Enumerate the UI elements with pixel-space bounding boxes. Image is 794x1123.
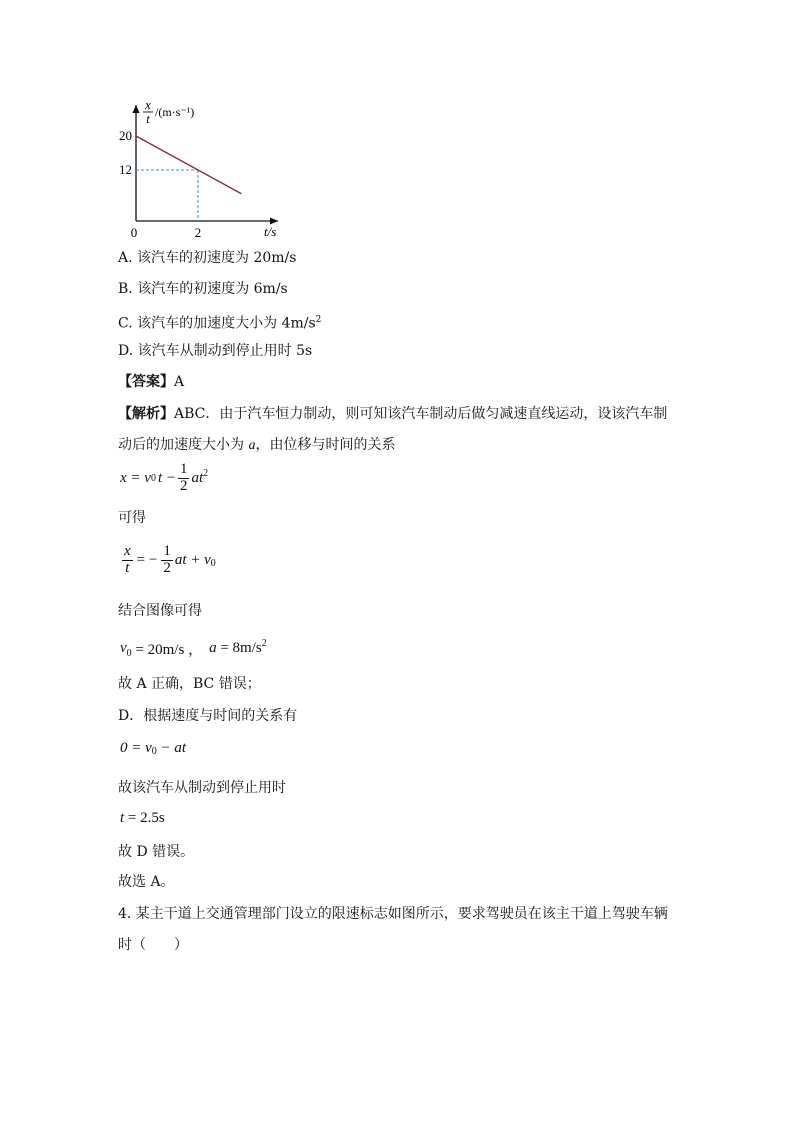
eq5-t: t	[120, 810, 125, 826]
text-final-content: 故选 A。	[118, 874, 175, 890]
eq2-frac2-num: 1	[163, 543, 171, 559]
analysis-label: 【解析】	[118, 406, 174, 422]
question-4-line-1	[118, 904, 668, 924]
option-d-text: D. 该汽车从制动到停止用时 5s	[118, 343, 313, 359]
eq1-sub: 0	[150, 472, 156, 484]
analysis-line-1	[118, 404, 667, 424]
eq1-frac-num: 1	[179, 461, 188, 477]
text-conclusion-2-content: 故 D 错误。	[118, 844, 195, 860]
xt-t-graph	[112, 95, 292, 245]
text-kede	[118, 508, 146, 528]
eq2-fraction-xt	[122, 544, 133, 577]
series-line-0	[136, 136, 241, 194]
y-tick-label-12: 12	[119, 162, 132, 177]
option-a-text: A. 该汽车的初速度为 20m/s	[118, 250, 297, 266]
eq3-v: v	[120, 640, 127, 656]
eq3-a: a	[209, 640, 217, 656]
equation-velocity	[120, 740, 186, 757]
question-4-text-1: 4. 某主干道上交通管理部门设立的限速标志如图所示，要求驾驶员在该主干道上驾驶车辆	[118, 906, 668, 922]
equation-results	[120, 638, 267, 659]
text-conclusion-2	[118, 842, 194, 862]
equation-time	[120, 810, 165, 827]
eq2-eq: = −	[136, 551, 158, 568]
equation-ratio	[120, 544, 216, 577]
eq1-frac-den: 2	[179, 477, 188, 494]
answer-value: A	[174, 374, 185, 390]
y-label-unit: /(m·s⁻¹)	[155, 105, 195, 119]
y-label-denominator: t	[146, 111, 150, 126]
option-b	[118, 279, 288, 299]
answer-label: 【答案】	[118, 374, 174, 390]
eq3-sub: 0	[126, 648, 132, 659]
y-tick-label-20: 20	[119, 128, 132, 143]
option-b-text: B. 该汽车的初速度为 6m/s	[118, 281, 288, 297]
analysis-line-2	[118, 435, 395, 456]
eq2-frac-num: x	[124, 543, 131, 559]
eq1-mid: t −	[157, 469, 176, 486]
eq2-sub: 0	[210, 557, 216, 569]
eq3-val1: = 20m/s ，	[131, 642, 204, 658]
eq4-lhs: 0 = v	[120, 740, 152, 756]
option-d	[118, 341, 312, 361]
origin-label: 0	[130, 225, 138, 240]
text-jiehe	[118, 601, 202, 621]
eq3-sup: 2	[261, 638, 267, 649]
eq1-rhs: at	[191, 469, 204, 486]
equation-displacement	[120, 462, 208, 495]
eq2-frac-den: t	[125, 559, 130, 576]
answer-line	[118, 372, 184, 392]
eq1-sup: 2	[203, 468, 209, 479]
eq4-sub: 0	[151, 746, 157, 757]
eq1-lhs: x = v	[120, 469, 151, 486]
eq1-fraction	[178, 462, 190, 495]
analysis-text-1: ABC．由于汽车恒力制动，则可知该汽车制动后做匀减速直线运动，设该汽车制	[174, 406, 668, 422]
option-a	[118, 248, 296, 268]
eq2-fraction-half	[161, 544, 173, 577]
analysis-text-2-post: ，由位移与时间的关系	[255, 437, 396, 453]
text-d	[118, 706, 297, 726]
option-c	[118, 310, 321, 334]
analysis-variable-a: a	[248, 438, 256, 453]
text-kede-content: 可得	[118, 510, 146, 526]
eq3-val2: = 8m/s	[216, 640, 262, 656]
option-c-superscript: 2	[315, 315, 322, 325]
eq2-frac2-den: 2	[163, 559, 171, 576]
text-stop	[118, 778, 286, 798]
text-final	[118, 872, 175, 892]
x-tick-label-2: 2	[194, 225, 202, 240]
option-c-text: C. 该汽车的加速度大小为 4m/s	[118, 315, 316, 332]
y-label-numerator: x	[145, 97, 151, 112]
analysis-text-2-pre: 动后的加速度大小为	[118, 437, 249, 453]
text-stop-content: 故该汽车从制动到停止用时	[118, 780, 286, 796]
eq2-rhs: at + v	[174, 551, 211, 568]
eq4-rhs: − at	[156, 740, 187, 756]
text-d-content: D．根据速度与时间的关系有	[118, 708, 298, 724]
question-4-line-2	[118, 935, 188, 955]
text-conclusion-1-content: 故 A 正确，BC 错误；	[118, 676, 261, 692]
eq5-val: = 2.5s	[124, 810, 165, 826]
text-conclusion-1	[118, 674, 261, 694]
text-jiehe-content: 结合图像可得	[118, 603, 202, 619]
x-label: t/s	[264, 224, 277, 239]
question-4-text-2: 时（ ）	[118, 937, 188, 953]
